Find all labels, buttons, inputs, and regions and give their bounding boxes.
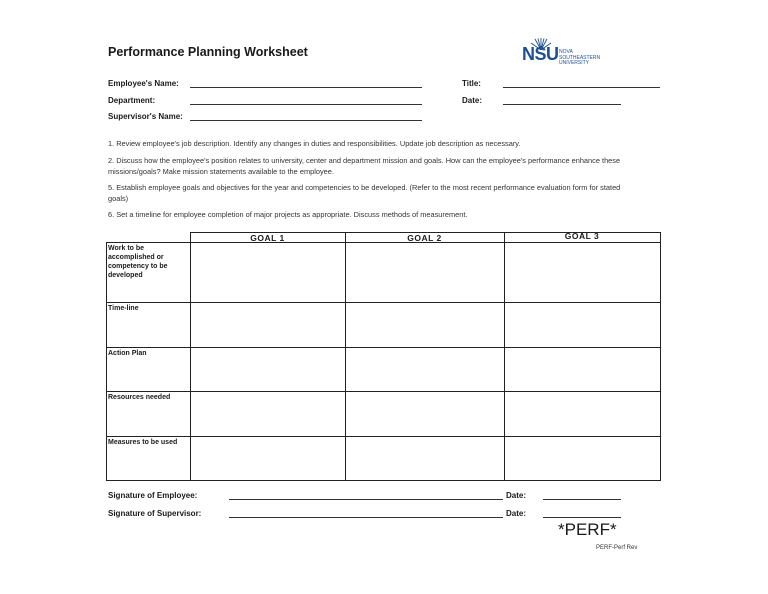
goal-2-header: GOAL 2 xyxy=(407,233,442,243)
supervisor-name-field[interactable] xyxy=(190,120,422,121)
instruction-1: 1. Review employee's job description. Identify any changes in duties and responsibilities. Update job description as necessary. xyxy=(108,139,521,148)
instruction-2: 2. Discuss how the employee's position relates to university, center and department mission and goals. How can the employee's performance enhance these missions/goals? Make mission statements available to the employee. xyxy=(108,156,621,176)
goal-3-header: GOAL 3 xyxy=(564,231,600,241)
signature-supervisor-label: Signature of Supervisor: xyxy=(108,509,202,518)
signature-employee-field[interactable] xyxy=(229,499,503,500)
date-field[interactable] xyxy=(503,104,621,105)
form-title: Performance Planning Worksheet xyxy=(108,45,308,59)
department-field[interactable] xyxy=(190,104,422,105)
employee-name-field[interactable] xyxy=(190,87,422,88)
signature-supervisor-date-label: Date: xyxy=(506,509,527,518)
row-measures-label: Measures to be used xyxy=(108,439,178,446)
signature-supervisor-field[interactable] xyxy=(229,517,503,518)
row-work-label: Work to be accomplished or competency to be developed xyxy=(108,245,168,279)
signature-employee-date-label: Date: xyxy=(506,491,527,500)
supervisor-name-label: Supervisor's Name: xyxy=(108,112,183,121)
row-timeline-label: Time-line xyxy=(108,305,139,312)
nsu-logo xyxy=(522,38,602,70)
goals-table xyxy=(106,232,661,481)
date-label: Date: xyxy=(462,96,483,105)
row-action-plan-label: Action Plan xyxy=(108,350,147,357)
signature-employee-date-field[interactable] xyxy=(543,499,621,500)
department-label: Department: xyxy=(108,96,156,105)
instruction-3: 5. Establish employee goals and objectives for the year and competencies to be developed. (Refer to the most recent performance evaluation form for stated goals) xyxy=(108,183,621,203)
logo-mark: NSU xyxy=(522,44,559,64)
logo-university: NOVA SOUTHEASTERN UNIVERSITY xyxy=(559,49,601,66)
form-code: *PERF* xyxy=(558,520,617,539)
row-resources-label: Resources needed xyxy=(108,394,171,401)
employee-name-label: Employee's Name: xyxy=(108,79,179,88)
title-label: Title: xyxy=(462,79,481,88)
signature-employee-label: Signature of Employee: xyxy=(108,491,198,500)
instruction-4: 6. Set a timeline for employee completion of major projects as appropriate. Discuss methods of measurement. xyxy=(108,210,468,219)
signature-supervisor-date-field[interactable] xyxy=(543,517,621,518)
goal-1-header: GOAL 1 xyxy=(250,233,285,243)
form-revision: PERF-Perf Rev xyxy=(596,545,638,551)
title-field[interactable] xyxy=(503,87,660,88)
